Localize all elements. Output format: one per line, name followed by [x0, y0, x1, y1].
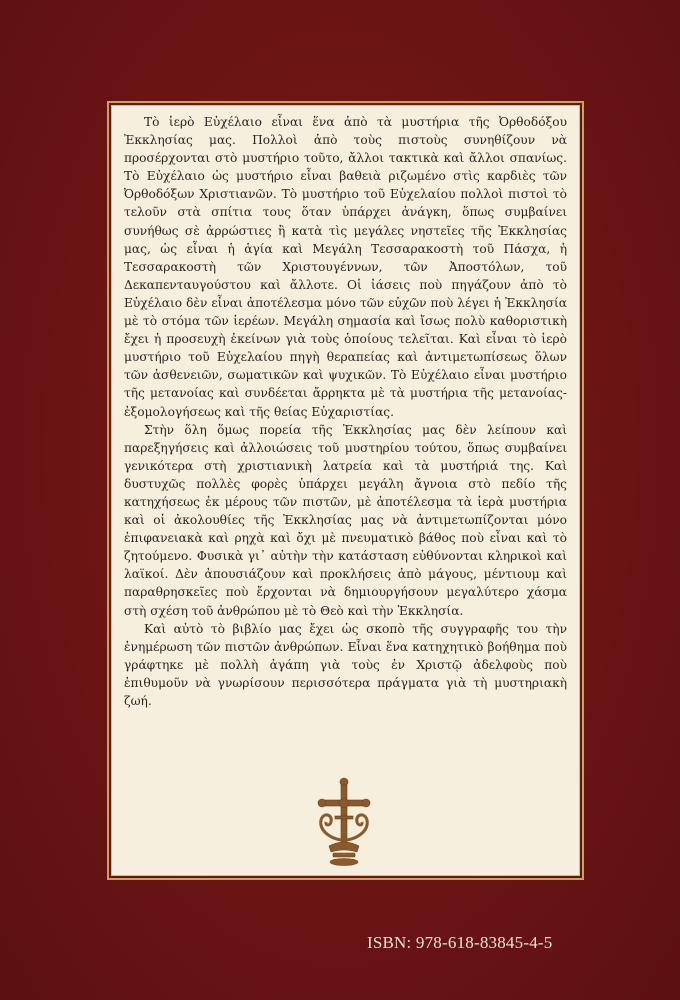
- blurb-paragraph-1: Τὸ ἱερὸ Εὐχέλαιο εἶναι ἕνα ἀπὸ τὰ μυστήρια τῆς Ὀρθοδόξου Ἐκκλησίας μας. Πολλοὶ ἀπὸ τοὺς πιστοὺς συνηθίζουν νὰ προσέρχονται στὸ μυστήριο τοῦτο, ἄλλοι τακτικὰ καὶ ἄλλοι σπανίως. Τὸ Εὐχέλαιο ὡς μυστήριο εἶναι βαθειὰ ριζωμένο στὶς καρδιὲς τῶν Ὀρθοδόξων Χριστιανῶν. Τὸ μυστήριο τοῦ Εὐχελαίου πολλοὶ πιστοὶ τὸ τελοῦν στὰ σπίτια τους ὅταν ὑπάρχει ἀνάγκη, ὅπως συμβαίνει συνήθως σὲ ἀρρώστιες ἢ κατὰ τὶς μεγάλες νηστεῖες τῆς Ἐκκλησίας μας, ὡς εἶναι ἡ ἁγία καὶ Μεγάλη Τεσσαρακοστὴ τοῦ Πάσχα, ἡ Τεσσαρακοστὴ τῶν Χριστουγέννων, τῶν Ἀποστόλων, τοῦ Δεκαπενταυγούστου καὶ ἄλλοτε. Οἱ ἰάσεις ποὺ πηγάζουν ἀπὸ τὸ Εὐχέλαιο δὲν εἶναι ἀποτέλεσμα μόνο τῶν εὐχῶν ποὺ λέγει ἡ Ἐκκλησία μὲ τὸ στόμα τῶν ἱερέων. Μεγάλη σημασία καὶ ἴσως πολὺ καθοριστικὴ ἔχει ἡ προσευχὴ ἐκείνων γιὰ τοὺς ὁποίους τελεῖται. Καὶ εἶναι τὸ ἱερὸ μυστήριο τοῦ Εὐχελαίου πηγὴ θεραπείας καὶ ἀντιμετωπίσεως ὅλων τῶν ἀσθενειῶν, σωματικῶν καὶ ψυχικῶν. Τὸ Εὐχέλαιο εἶναι μυστήριο τῆς μετανοίας καὶ συνδέεται ἄρρηκτα μὲ τὰ μυστήρια τῆς μετανοίας-ἐξομολογήσεως καὶ τῆς θείας Εὐχαριστίας.: [124, 115, 567, 419]
- blurb-paragraph-2: Στὴν ὅλη ὅμως πορεία τῆς Ἐκκλησίας μας δὲν λείπουν καὶ παρεξηγήσεις καὶ ἀλλοιώσεις τοῦ μυστηρίου τούτου, ὅπως συμβαίνει γενικότερα στὴ χριστιανικὴ λατρεία καὶ τὰ μυστήριά της. Καὶ δυστυχῶς πολλὲς φορὲς ὑπάρχει μεγάλη ἄγνοια στὸ πεδίο τῆς κατηχήσεως ἐκ μέρους τῶν πιστῶν, μὲ ἀποτέλεσμα τὰ ἱερὰ μυστήρια καὶ οἱ ἀκολουθίες τῆς Ἐκκλησίας μας νὰ ἀντιμετωπίζονται μόνο ἐπιφανειακὰ καὶ ρηχὰ καὶ ὄχι μὲ πνευματικὸ βάθος ποὺ εἶναι καὶ τὸ ζητούμενο. Φυσικὰ γι᾽ αὐτὴν τὴν κατάσταση εὐθύνονται κληρικοὶ καὶ λαϊκοί. Δὲν ἀπουσιάζουν καὶ προκλήσεις ἀπὸ μάγους, μέντιουμ καὶ παραθρησκεῖες ποὺ ἔρχονται νὰ δημιουργήσουν μεγαλύτερο χάσμα στὴ σχέση τοῦ ἀνθρώπου μὲ τὸ Θεὸ καὶ τὴν Ἐκκλησία.: [124, 422, 567, 618]
- blurb-paragraph-3: Καὶ αὐτὸ τὸ βιβλίο μας ἔχει ὡς σκοπὸ τῆς συγγραφῆς του τὴν ἐνημέρωση τῶν πιστῶν ἀνθρώπων. Εἶναι ἕνα κατηχητικὸ βοήθημα ποὺ γράφτηκε μὲ πολλὴ ἀγάπη γιὰ τοὺς ἐν Χριστῷ ἀδελφοὺς ποὺ ἐπιθυμοῦν νὰ γνωρίσουν περισσότερα πράγματα γιὰ τὴ μυστηριακὴ ζωή.: [124, 621, 567, 708]
- cross-ornament-icon: [311, 776, 377, 868]
- blurb-text: [124, 113, 567, 710]
- isbn-label: ISBN: 978-618-83845-4-5: [367, 933, 553, 952]
